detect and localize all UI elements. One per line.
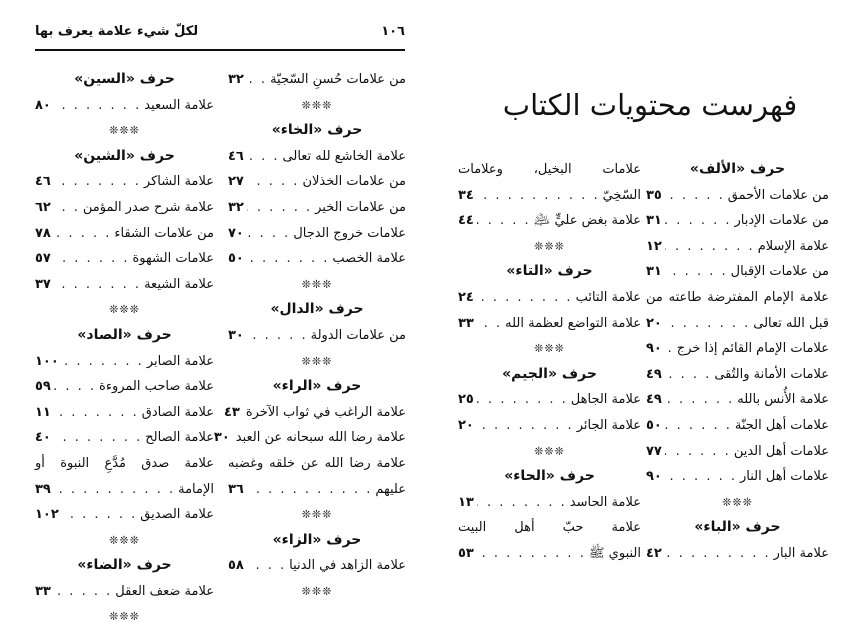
entry-title-line: علامة رضا الله عن خلقه وغضبه — [228, 455, 406, 471]
entry-title-line: علامة صدق مُدَّعِ النبوة أو — [35, 455, 214, 471]
section-separator: ❊❊❊ — [109, 303, 140, 317]
entry-page-number: ٥٨ — [228, 558, 244, 574]
entry-page-number: ٤٩ — [646, 366, 662, 382]
section-heading: حرف «الشين» — [74, 147, 175, 164]
section-separator: ❊❊❊ — [109, 124, 140, 138]
dot-leader — [665, 311, 750, 337]
index-entry — [228, 477, 406, 503]
index-entry — [458, 413, 641, 439]
dot-leader — [477, 387, 568, 413]
index-entry — [646, 311, 829, 337]
index-entry — [35, 246, 214, 272]
entry-page-number: ٣٠ — [213, 430, 230, 446]
entry-page-number: ٥٠ — [228, 251, 244, 267]
dot-leader — [247, 477, 372, 503]
entry-title: الإمامة — [178, 481, 214, 497]
index-column — [35, 67, 214, 630]
entry-title: علامات خروج الدجال — [293, 225, 406, 241]
section-heading: حرف «الضاء» — [77, 557, 172, 574]
entry-title-line: علامات البخيل، وعلامات — [458, 162, 641, 177]
entry-title: علامة التائب — [575, 289, 641, 305]
index-column — [213, 67, 406, 604]
dot-leader — [665, 541, 771, 567]
header-rule — [35, 49, 405, 51]
entry-page-number: ٥٣ — [458, 545, 474, 561]
entry-page-number: ١٠٠ — [35, 353, 59, 369]
entry-title: علامة رضا الله سبحانه عن العبد — [235, 430, 406, 446]
dot-leader — [54, 221, 112, 247]
section-heading: حرف «الألف» — [689, 161, 786, 177]
entry-title: علامة بغض عليٍّ ﵇ — [533, 213, 641, 229]
entry-title: علامة البار — [773, 545, 829, 561]
entry-page-number: ٩٠ — [646, 341, 662, 357]
entry-title: من علامات حُسنِ السّجيّة — [270, 72, 406, 87]
index-entry — [213, 425, 406, 451]
dot-leader — [54, 93, 141, 119]
index-entry — [228, 67, 406, 93]
entry-page-number: ٩٠ — [646, 469, 662, 485]
index-entry — [458, 541, 641, 567]
index-entry — [458, 387, 641, 413]
entry-title-line: علامة الإمام المفترضة طاعته من — [646, 289, 829, 305]
entry-title: النبوي ﷺ — [588, 545, 641, 561]
dot-leader — [665, 387, 734, 413]
dot-leader — [247, 195, 312, 221]
section-separator: ❊❊❊ — [534, 444, 565, 458]
dot-leader — [665, 336, 674, 362]
dot-leader — [54, 477, 175, 503]
entry-title: من علامات الأحمق — [727, 187, 829, 203]
entry-page-number: ٣٦ — [228, 481, 244, 497]
index-entry — [35, 349, 214, 375]
section-separator: ❊❊❊ — [301, 584, 333, 598]
entry-title: علامة الصابر — [146, 353, 214, 369]
section-heading: حرف «الصاد» — [77, 326, 172, 343]
dot-leader — [665, 464, 737, 490]
index-entry — [228, 246, 406, 272]
entry-title: علامة الشاكر — [143, 174, 214, 190]
entry-page-number: ٤٦ — [35, 174, 51, 190]
entry-page-number: ٢٧ — [228, 174, 244, 190]
entry-title: السّخِيّ — [602, 187, 641, 203]
entry-page-number: ٣٣ — [458, 315, 474, 331]
index-entry — [228, 323, 406, 349]
index-entry — [35, 195, 214, 221]
entry-page-number: ٤٠ — [35, 430, 51, 446]
index-entry — [35, 425, 214, 451]
entry-title: علامة التواضع لعظمة الله — [505, 315, 641, 331]
index-entry — [458, 285, 641, 311]
dot-leader — [62, 349, 144, 375]
entry-page-number: ٤٣ — [223, 404, 240, 420]
entry-title: عليهم — [375, 481, 406, 497]
section-heading: حرف «الزاء» — [272, 531, 362, 548]
entry-page-number: ٢٠ — [458, 417, 474, 433]
dot-leader — [665, 362, 711, 388]
entry-title: علامة ضعف العقل — [115, 583, 214, 599]
right-page — [432, 0, 864, 639]
entry-page-number: ٢٠ — [646, 315, 662, 331]
entry-page-number: ٥٩ — [35, 379, 51, 395]
section-heading: حرف «التاء» — [506, 263, 593, 280]
entry-title: علامات أهل النار — [740, 469, 829, 485]
index-entry — [35, 477, 214, 503]
entry-page-number: ٧٧ — [646, 443, 662, 459]
index-entry — [35, 93, 214, 119]
section-separator: ❊❊❊ — [109, 533, 140, 547]
dot-leader — [477, 208, 531, 234]
index-entry — [35, 374, 214, 400]
running-title: لكلّ شيء علامة يعرف بها — [35, 24, 199, 39]
section-heading: حرف «السين» — [74, 71, 175, 87]
section-separator: ❊❊❊ — [109, 610, 140, 624]
entry-title: من علامات الخذلان — [302, 174, 406, 190]
entry-title: علامة الحاسد — [569, 494, 641, 510]
dot-leader — [247, 67, 267, 93]
dot-leader — [477, 183, 600, 209]
index-entry — [228, 221, 406, 247]
index-entry — [35, 221, 214, 247]
entry-title: علامة الخاشع لله تعالى — [282, 148, 406, 164]
dot-leader — [665, 413, 732, 439]
entry-title: علامات الأمانة والتُقى — [714, 366, 829, 382]
entry-page-number: ١٣ — [458, 494, 474, 510]
index-entry — [646, 183, 829, 209]
section-heading: حرف «الدال» — [270, 301, 364, 318]
index-entry — [223, 400, 406, 426]
dot-leader — [247, 144, 280, 170]
index-entry — [35, 169, 214, 195]
section-separator: ❊❊❊ — [301, 277, 333, 291]
entry-title: علامة الخصب — [332, 251, 406, 267]
entry-title: علامات أهل الجنّة — [734, 417, 829, 433]
entry-page-number: ٣٥ — [646, 187, 662, 203]
entry-page-number: ٢٤ — [458, 289, 474, 305]
dot-leader — [62, 502, 137, 528]
entry-title: علامة شرح صدر المؤمن — [82, 199, 214, 215]
index-entry — [646, 464, 829, 490]
entry-title: قبل الله تعالى — [753, 315, 829, 331]
entry-page-number: ٣٩ — [35, 481, 51, 497]
entry-title: من علامات الإدبار — [734, 213, 829, 229]
entry-title: علامة الصديق — [140, 507, 214, 523]
dot-leader — [247, 553, 286, 579]
entry-page-number: ٤٢ — [646, 545, 662, 561]
index-entry — [646, 413, 829, 439]
dot-leader — [477, 490, 567, 516]
dot-leader — [665, 183, 725, 209]
section-separator: ❊❊❊ — [301, 354, 333, 368]
entry-title: علامة الإسلام — [757, 238, 829, 254]
dot-leader — [247, 169, 300, 195]
dot-leader — [54, 246, 130, 272]
entry-page-number: ١١ — [35, 404, 51, 420]
entry-page-number: ٤٦ — [228, 148, 244, 164]
index-entry — [458, 311, 641, 337]
entry-title: علامة الجاهل — [570, 392, 641, 408]
dot-leader — [477, 311, 502, 337]
section-separator: ❊❊❊ — [722, 495, 753, 509]
dot-leader — [665, 259, 728, 285]
section-separator: ❊❊❊ — [534, 342, 565, 356]
entry-page-number: ٨٠ — [35, 97, 51, 113]
index-entry — [228, 169, 406, 195]
dot-leader — [477, 541, 586, 567]
entry-page-number: ٥٠ — [646, 417, 662, 433]
entry-page-number: ٣٤ — [458, 187, 474, 203]
entry-title: من علامات الإقبال — [730, 264, 829, 280]
entry-page-number: ٢٥ — [458, 392, 474, 408]
section-heading: حرف «الخاء» — [271, 122, 363, 139]
index-column — [646, 157, 829, 567]
index-entry — [35, 502, 214, 528]
entry-page-number: ٤٤ — [458, 213, 474, 229]
dot-leader — [54, 425, 142, 451]
index-entry — [646, 387, 829, 413]
entry-title: علامة الصالح — [145, 430, 214, 446]
section-heading: حرف «الراء» — [272, 378, 362, 395]
index-entry — [646, 208, 829, 234]
dot-leader — [247, 323, 308, 349]
entry-title: علامة صاحب المروءة — [99, 379, 214, 395]
entry-title: علامات الشهوة — [132, 251, 214, 267]
entry-title: علامة الزاهد في الدنيا — [289, 558, 406, 574]
index-entry — [646, 362, 829, 388]
index-entry — [646, 234, 829, 260]
entry-page-number: ٧٠ — [228, 225, 244, 241]
index-entry — [228, 144, 406, 170]
entry-page-number: ٣٠ — [228, 327, 244, 343]
index-entry — [646, 259, 829, 285]
entry-title: علامة الأُنس بالله — [737, 392, 829, 408]
entry-title: من علامات الخير — [315, 199, 406, 215]
entry-page-number: ٥٧ — [35, 251, 51, 267]
entry-page-number: ٧٨ — [35, 225, 51, 241]
entry-page-number: ٣٣ — [35, 583, 51, 599]
entry-page-number: ١٢ — [646, 238, 662, 254]
dot-leader — [54, 374, 96, 400]
entry-page-number: ٣٢ — [228, 72, 244, 87]
entry-page-number: ٣١ — [646, 213, 662, 229]
entry-title: من علامات الشقاء — [114, 225, 214, 241]
section-separator: ❊❊❊ — [301, 98, 333, 112]
entry-page-number: ٣٧ — [35, 276, 51, 292]
dot-leader — [665, 208, 732, 234]
entry-title: من علامات الدولة — [310, 327, 406, 343]
index-entry — [35, 272, 214, 298]
entry-page-number: ٤٩ — [646, 392, 662, 408]
index-entry — [228, 553, 406, 579]
dot-leader — [54, 169, 141, 195]
dot-leader — [247, 246, 330, 272]
entry-page-number: ١٠٢ — [35, 507, 59, 523]
section-separator: ❊❊❊ — [534, 239, 565, 253]
entry-title: علامة السعيد — [144, 97, 214, 113]
dot-leader — [54, 272, 141, 298]
section-heading: حرف «الباء» — [694, 519, 781, 536]
entry-title: علامات أهل الدين — [733, 443, 829, 459]
index-entry — [458, 208, 641, 234]
entry-title: علامة الشيعة — [144, 276, 214, 292]
entry-page-number: ٣٢ — [228, 199, 244, 215]
entry-page-number: ٦٢ — [35, 199, 51, 215]
entry-title: علامة الراغب في ثواب الآخرة — [245, 404, 406, 420]
dot-leader — [477, 285, 573, 311]
section-heading: حرف «الحاء» — [504, 468, 595, 485]
index-entry — [35, 579, 214, 605]
index-entry — [228, 195, 406, 221]
dot-leader — [247, 221, 290, 247]
section-heading: حرف «الجيم» — [502, 365, 597, 382]
index-entry — [458, 183, 641, 209]
entry-title: علامة الجائر — [576, 417, 641, 433]
index-column — [458, 157, 641, 567]
entry-title: علامة الصادق — [141, 404, 214, 420]
dot-leader — [54, 400, 139, 426]
section-separator: ❊❊❊ — [301, 508, 333, 522]
page-number: ١٠٦ — [381, 24, 405, 39]
page-title: فهرست محتويات الكتاب — [502, 88, 798, 122]
dot-leader — [477, 413, 574, 439]
dot-leader — [665, 439, 731, 465]
index-entry — [35, 400, 214, 426]
entry-page-number: ٣١ — [646, 264, 662, 280]
dot-leader — [54, 579, 112, 605]
index-entry — [646, 336, 829, 362]
entry-title: علامات الإمام القائم إذا خرج — [676, 341, 829, 357]
dot-leader — [665, 234, 755, 260]
index-entry — [458, 490, 641, 516]
entry-title-line: علامة حبّ أهل البيت — [458, 520, 641, 536]
index-entry — [646, 541, 829, 567]
index-entry — [646, 439, 829, 465]
dot-leader — [54, 195, 80, 221]
